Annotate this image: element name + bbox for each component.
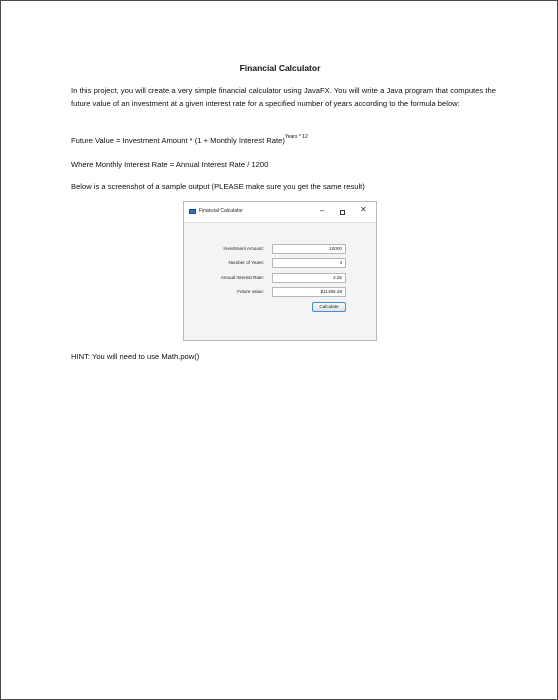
future-value-row (184, 287, 376, 299)
window-titlebar (184, 202, 376, 223)
future-value-field[interactable]: $11386.28 (272, 287, 346, 297)
maximize-icon[interactable] (340, 210, 345, 215)
document-title: Financial Calculator (239, 63, 321, 73)
number-of-years-field[interactable]: 4 (272, 258, 346, 268)
formula-exponent: Years * 12 (284, 134, 308, 140)
intro-paragraph: In this project, you will create a very simple financial calculator using JavaFX. You will write a Java program that computes the future value of an investment at a given interest rate for a specified number of years according to the formula below: (71, 86, 496, 108)
investment-amount-label: Investment Amount: (223, 246, 264, 251)
number-of-years-label: Number of Years: (228, 260, 264, 265)
annual-interest-rate-row (184, 273, 376, 285)
hint-line: HINT: You will need to use Math.pow() (71, 352, 200, 361)
formula-line (71, 135, 496, 149)
annual-interest-rate-label: Annual Interest Rate: (220, 275, 264, 280)
sample-output-window (183, 201, 377, 341)
close-icon[interactable]: ✕ (360, 205, 367, 214)
formula-text: Future Value = Investment Amount * (1 + Monthly Interest Rate) (71, 136, 285, 145)
annual-interest-rate-field[interactable]: 3.25 (272, 273, 346, 283)
window-title: Financial Calculator (199, 208, 243, 214)
calculate-button[interactable]: Calculate (312, 302, 346, 312)
investment-amount-field[interactable]: 10000 (272, 244, 346, 254)
investment-amount-row (184, 244, 376, 256)
number-of-years-row (184, 258, 376, 270)
future-value-label: Future value: (237, 289, 264, 294)
where-line: Where Monthly Interest Rate = Annual Interest Rate / 1200 (71, 160, 269, 169)
below-line: Below is a screenshot of a sample output (PLEASE make sure you get the same result) (71, 182, 365, 191)
minimize-icon[interactable]: – (320, 206, 325, 215)
app-window-icon (189, 209, 196, 214)
